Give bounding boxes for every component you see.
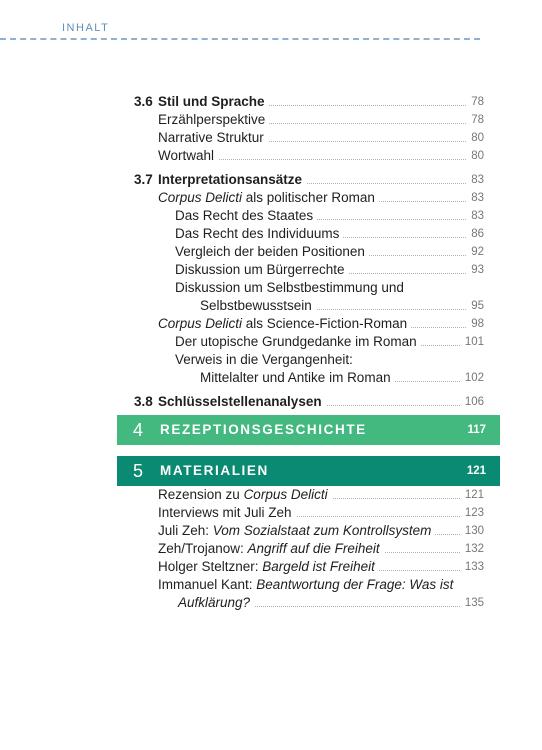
toc-title-rest: Rezension zu (158, 487, 244, 502)
book-title: Corpus Delicti (158, 316, 243, 331)
toc-entry[interactable] (158, 315, 484, 333)
toc-entry[interactable] (158, 486, 484, 504)
work-title: Bargeld ist Freiheit (262, 559, 375, 574)
toc-title-continuation (178, 594, 254, 612)
book-title: Corpus Delicti (243, 487, 328, 502)
page-number: 86 (467, 225, 484, 243)
page-number: 78 (467, 111, 484, 129)
toc-entry[interactable] (158, 504, 484, 522)
toc-title: Diskussion um Selbstbestimmung und (175, 280, 404, 295)
page-number: 93 (467, 261, 484, 279)
toc-title: Interpretationsansätze (158, 171, 306, 189)
toc-entry[interactable] (158, 129, 484, 147)
work-title: Vom Sozialstaat zum Kontrollsystem (212, 523, 432, 538)
toc-section-3-7[interactable] (158, 171, 484, 189)
toc-entry[interactable] (175, 225, 484, 243)
chapter-title: MATERIALIEN (160, 463, 269, 478)
toc-title: Stil und Sprache (158, 93, 269, 111)
page-number: 92 (467, 243, 484, 261)
page-number: 78 (467, 93, 484, 111)
work-title: Beantwortung der Frage: Was ist (256, 577, 454, 592)
toc-title-continuation: Mittelalter und Antike im Roman (200, 369, 395, 387)
page-number: 95 (467, 297, 484, 315)
page-number: 101 (461, 333, 484, 351)
toc-section-3-8[interactable] (158, 393, 484, 411)
page-number: 133 (461, 558, 484, 576)
toc-entry[interactable] (178, 594, 484, 612)
toc-title: Erzählperspektive (158, 111, 269, 129)
page-number: 98 (467, 315, 484, 333)
toc-title (158, 540, 384, 558)
page-number: 123 (461, 504, 484, 522)
page-number: 106 (461, 393, 484, 411)
toc-title-rest: als politischer Roman (242, 190, 375, 205)
toc-section-3-6[interactable] (158, 93, 484, 111)
page-number: 80 (467, 129, 484, 147)
page-number: 121 (461, 486, 484, 504)
toc-entry[interactable] (158, 558, 484, 576)
toc-title (158, 315, 411, 333)
toc-title (158, 558, 379, 576)
section-number: 3.6 (134, 94, 153, 109)
chapter-number: 5 (133, 461, 144, 481)
toc-title-rest: Holger Steltzner: (158, 559, 263, 574)
section-number: 3.7 (134, 172, 153, 187)
toc-title-rest: Juli Zeh: (158, 523, 213, 538)
page-number: 135 (461, 594, 484, 612)
book-title: Corpus Delicti (158, 190, 243, 205)
toc-title: Das Recht des Staates (175, 207, 317, 225)
toc-entry[interactable] (175, 261, 484, 279)
toc-title: Vergleich der beiden Positionen (175, 243, 369, 261)
page-number: 121 (466, 465, 486, 477)
toc-entry[interactable] (200, 369, 484, 387)
header-label: INHALT (62, 22, 110, 34)
header-divider (0, 38, 480, 40)
toc-title-continuation: Selbstbewusstsein (200, 297, 316, 315)
toc-title-rest: Zeh/Trojanow: (158, 541, 248, 556)
toc-title (158, 189, 379, 207)
toc-title: Das Recht des Individuums (175, 225, 343, 243)
toc-title-rest: Immanuel Kant: (158, 577, 257, 592)
toc-entry[interactable] (158, 111, 484, 129)
toc-title: Der utopische Grundgedanke im Roman (175, 333, 421, 351)
toc-title: Wortwahl (158, 147, 218, 165)
work-title: Angriff auf die Freiheit (247, 541, 380, 556)
section-number: 3.8 (134, 394, 153, 409)
toc-title: Verweis in die Vergangenheit: (175, 352, 353, 367)
chapter-4-banner[interactable] (117, 415, 500, 445)
page-number: 102 (461, 369, 484, 387)
page-number: 132 (461, 540, 484, 558)
toc-title (158, 486, 332, 504)
page-number: 130 (461, 522, 484, 540)
chapter-number: 4 (133, 420, 144, 440)
toc-title (158, 522, 435, 540)
toc-entry[interactable] (200, 297, 484, 315)
page-number: 83 (467, 207, 484, 225)
toc-entry[interactable] (158, 540, 484, 558)
toc-entry[interactable] (175, 333, 484, 351)
chapter-title: REZEPTIONSGESCHICHTE (160, 422, 367, 437)
toc-entry[interactable] (158, 189, 484, 207)
chapter-5-banner[interactable] (117, 456, 500, 486)
toc-title: Schlüsselstellenanalysen (158, 393, 326, 411)
page-number: 83 (467, 171, 484, 189)
toc-title: Diskussion um Bürgerrechte (175, 261, 349, 279)
toc-title: Narrative Struktur (158, 129, 268, 147)
toc-entry[interactable] (158, 522, 484, 540)
toc-title: Interviews mit Juli Zeh (158, 504, 296, 522)
toc-title-rest: als Science-Fiction-Roman (242, 316, 408, 331)
toc-entry[interactable] (158, 147, 484, 165)
page-number: 80 (467, 147, 484, 165)
toc-entry[interactable] (175, 243, 484, 261)
work-title: Aufklärung? (178, 595, 251, 610)
toc-title (158, 576, 453, 594)
page-number: 117 (467, 424, 486, 436)
toc-entry[interactable] (175, 207, 484, 225)
page-number: 83 (467, 189, 484, 207)
